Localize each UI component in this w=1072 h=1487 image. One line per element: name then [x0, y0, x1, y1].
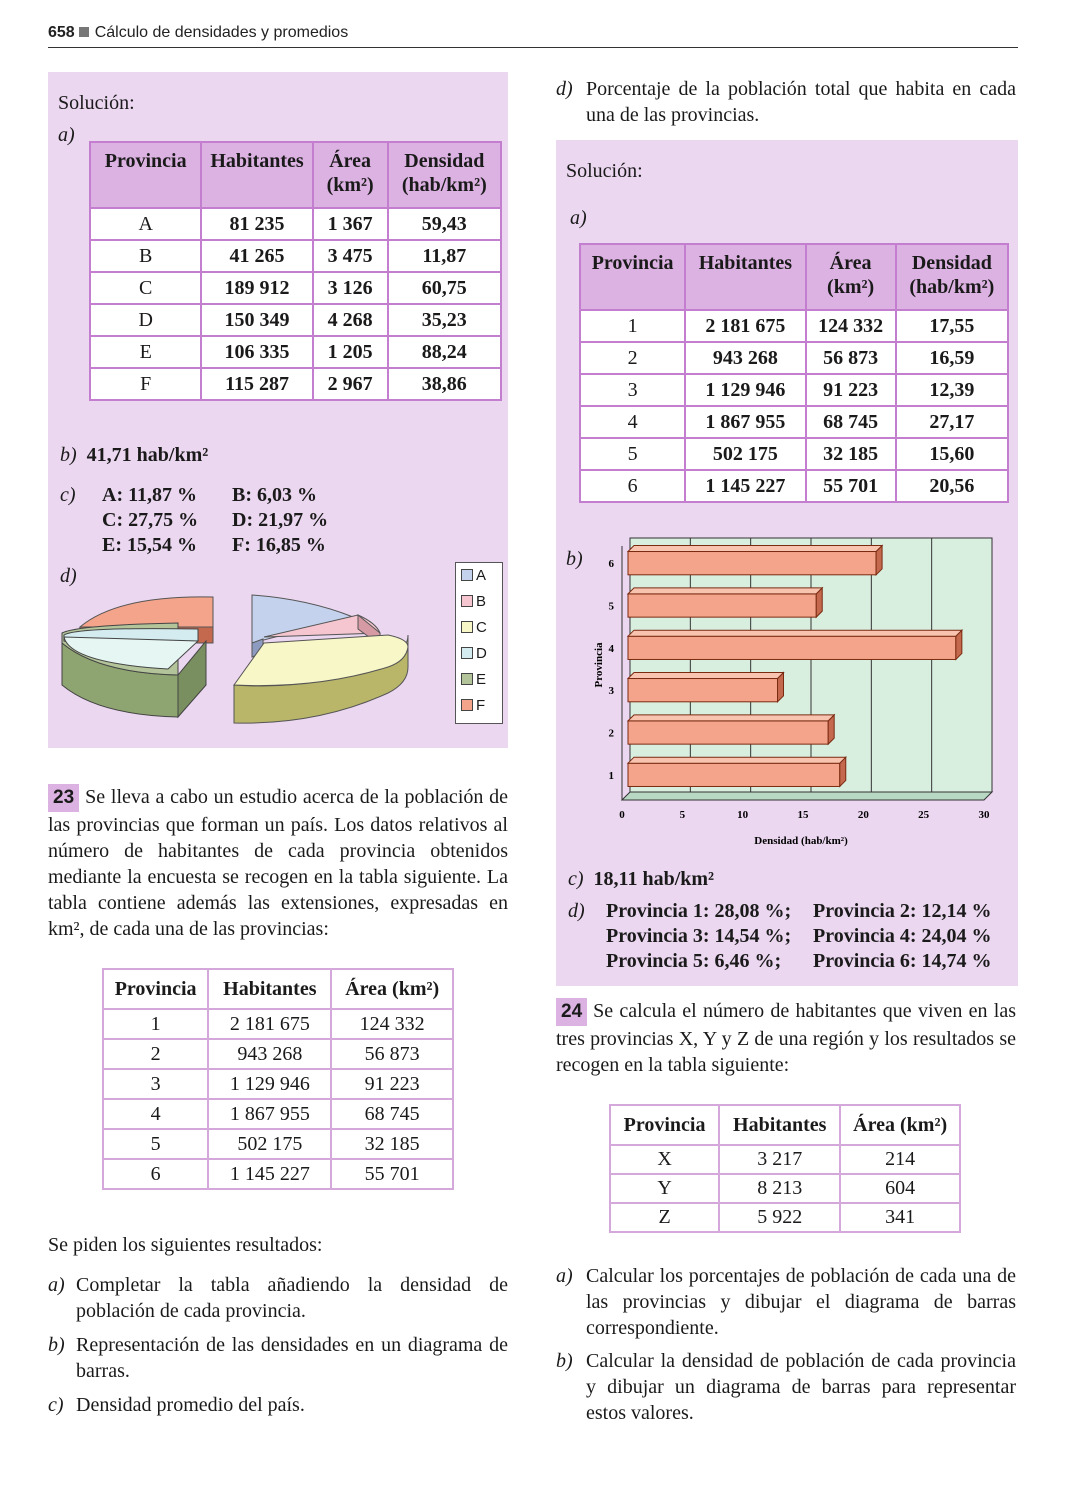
table-row: [580, 406, 1008, 438]
p23-th-habitantes: Habitantes: [208, 969, 331, 1009]
answer-d-1: Provincia 1: 28,08 %;: [606, 900, 792, 922]
answer-c-b: B: 6,03 %: [232, 484, 317, 506]
y-axis-label: Provincia: [593, 642, 605, 688]
x-tick-label: 20: [857, 809, 869, 821]
table-cell: 943 268: [685, 342, 805, 374]
table-cell: 3 217: [719, 1145, 840, 1174]
table-cell: 943 268: [208, 1039, 331, 1069]
problem-23-item-b: b) Representación de las densidades en un diagrama de barras.: [48, 1334, 508, 1382]
exploded-pie-chart: [58, 585, 418, 725]
problem-24-number: 24: [556, 998, 587, 1026]
left-answer-b: b) 41,71 hab/km²: [60, 444, 209, 466]
bar-top-6: [628, 546, 882, 552]
rt-th-provincia: Provincia: [580, 244, 685, 310]
table-cell: 106 335: [201, 336, 312, 368]
bar-3: [628, 679, 778, 702]
table-cell: 27,17: [896, 406, 1008, 438]
table-cell: 189 912: [201, 272, 312, 304]
table-cell: 32 185: [331, 1129, 453, 1159]
table-cell: 4: [580, 406, 685, 438]
th-area: Área (km²): [313, 142, 388, 208]
table-cell: 68 745: [331, 1099, 453, 1129]
table-row: [103, 1099, 453, 1129]
table-row: [90, 368, 501, 400]
left-density-table: [89, 141, 502, 401]
table-cell: 1 129 946: [685, 374, 805, 406]
table-cell: Y: [610, 1174, 719, 1203]
legend-item-f: F: [456, 693, 502, 719]
table-cell: 5: [580, 438, 685, 470]
th-provincia: Provincia: [90, 142, 201, 208]
table-cell: 1 367: [313, 208, 388, 240]
section-title: Cálculo de densidades y promedios: [94, 24, 349, 41]
problem-24-table: [609, 1104, 961, 1233]
table-row: [90, 240, 501, 272]
bar-6: [628, 552, 876, 575]
answer-c-e: E: 15,54 %: [102, 534, 197, 556]
table-row: [610, 1174, 960, 1203]
table-cell: 32 185: [806, 438, 896, 470]
right-density-table: [579, 243, 1009, 503]
table-cell: 150 349: [201, 304, 312, 336]
table-row: [580, 310, 1008, 342]
header-rule: [48, 47, 1018, 48]
table-cell: 88,24: [388, 336, 501, 368]
table-cell: 3 126: [313, 272, 388, 304]
y-tick-label: 2: [608, 727, 614, 740]
table-cell: 35,23: [388, 304, 501, 336]
table-cell: 1 867 955: [685, 406, 805, 438]
problem-23-table: [102, 968, 454, 1190]
table-row: [580, 374, 1008, 406]
table-row: [90, 272, 501, 304]
table-cell: 17,55: [896, 310, 1008, 342]
table-cell: 55 701: [331, 1159, 453, 1189]
table-cell: 1: [103, 1009, 208, 1039]
right-label-d: d): [568, 900, 585, 922]
table-cell: 6: [103, 1159, 208, 1189]
table-cell: 16,59: [896, 342, 1008, 374]
table-row: [580, 470, 1008, 502]
rt-th-densidad: Densidad (hab/km²): [896, 244, 1008, 310]
table-row: [90, 304, 501, 336]
table-cell: 1 129 946: [208, 1069, 331, 1099]
table-cell: Z: [610, 1203, 719, 1232]
problem-23-statement: [48, 784, 508, 942]
table-cell: 91 223: [806, 374, 896, 406]
table-cell: E: [90, 336, 201, 368]
x-tick-label: 0: [619, 809, 625, 821]
table-cell: 56 873: [806, 342, 896, 374]
table-row: [103, 1129, 453, 1159]
table-cell: 341: [840, 1203, 960, 1232]
answer-d-2: Provincia 2: 12,14 %: [813, 900, 992, 922]
left-label-a: a): [58, 124, 75, 146]
rt-th-habitantes: Habitantes: [685, 244, 805, 310]
y-tick-label: 3: [608, 685, 614, 698]
bar-5: [628, 594, 816, 617]
bar-top-2: [628, 715, 834, 721]
table-cell: 502 175: [685, 438, 805, 470]
table-cell: 56 873: [331, 1039, 453, 1069]
table-row: [90, 208, 501, 240]
p24-th-area: Área (km²): [840, 1105, 960, 1145]
x-tick-label: 30: [978, 809, 990, 821]
table-row: [103, 1069, 453, 1099]
legend-item-e: E: [456, 667, 502, 693]
legend-item-a: A: [456, 563, 502, 589]
table-cell: 59,43: [388, 208, 501, 240]
table-cell: 55 701: [806, 470, 896, 502]
table-row: [610, 1203, 960, 1232]
table-cell: F: [90, 368, 201, 400]
legend-item-b: B: [456, 589, 502, 615]
table-cell: 124 332: [806, 310, 896, 342]
table-cell: 2 967: [313, 368, 388, 400]
rt-th-area: Área (km²): [806, 244, 896, 310]
right-answer-c: c) 18,11 hab/km²: [568, 868, 715, 890]
answer-c-c: C: 27,75 %: [102, 509, 199, 531]
bar-top-5: [628, 588, 822, 594]
table-cell: 1: [580, 310, 685, 342]
table-cell: X: [610, 1145, 719, 1174]
bar-top-3: [628, 673, 784, 679]
p23-th-area: Área (km²): [331, 969, 453, 1009]
bar-2: [628, 721, 828, 744]
problem-23-text: Se lleva a cabo un estudio acerca de la población de las provincias que forman un país. Los datos relativos al número de habitantes de cada provincia obtenidos mediante la encuesta se recogen en la tabla siguiente. La tabla contiene además las extensiones, expresadas en km², de cada una de las provincias:: [48, 786, 508, 940]
answer-d-6: Provincia 6: 14,74 %: [813, 950, 992, 972]
density-bar-chart: [580, 530, 1016, 860]
pie-slice-f: [80, 597, 213, 627]
table-row: [580, 342, 1008, 374]
table-row: [90, 336, 501, 368]
problem-24-item-a: a) Calcular los porcentajes de población de cada una de las provincias y dibujar el diagrama de barras correspondiente.: [556, 1265, 1016, 1339]
table-cell: 2 181 675: [208, 1009, 331, 1039]
pie-legend: [455, 562, 503, 724]
table-cell: 8 213: [719, 1174, 840, 1203]
table-row: [580, 438, 1008, 470]
problem-24-item-b: b) Calcular la densidad de población de cada provincia y dibujar un diagrama de barras para representar estos valores.: [556, 1350, 1016, 1424]
table-cell: 12,39: [896, 374, 1008, 406]
table-row: [103, 1039, 453, 1069]
table-cell: 4 268: [313, 304, 388, 336]
answer-d-5: Provincia 5: 6,46 %;: [606, 950, 782, 972]
x-tick-label: 25: [918, 809, 930, 821]
table-cell: 1 205: [313, 336, 388, 368]
left-label-d: d): [60, 565, 77, 587]
answer-d-3: Provincia 3: 14,54 %;: [606, 925, 792, 947]
header-square-icon: [79, 27, 89, 37]
right-label-a: a): [570, 207, 587, 229]
y-tick-label: 1: [608, 769, 614, 782]
problem-23-item-d: d) Porcentaje de la población total que habita en cada una de las provincias.: [556, 78, 1016, 126]
table-cell: 604: [840, 1174, 960, 1203]
problem-23-intro: Se piden los siguientes resultados:: [48, 1234, 323, 1256]
table-cell: 1 867 955: [208, 1099, 331, 1129]
p24-th-habitantes: Habitantes: [719, 1105, 840, 1145]
y-tick-label: 5: [608, 600, 614, 613]
left-solution-title: Solución:: [58, 92, 135, 114]
page-header: [48, 24, 348, 42]
table-cell: 91 223: [331, 1069, 453, 1099]
legend-item-c: C: [456, 615, 502, 641]
answer-c-a: A: 11,87 %: [102, 484, 197, 506]
answer-c-d: D: 21,97 %: [232, 509, 329, 531]
table-cell: 81 235: [201, 208, 312, 240]
th-densidad: Densidad (hab/km²): [388, 142, 501, 208]
table-cell: 1 145 227: [208, 1159, 331, 1189]
table-cell: 115 287: [201, 368, 312, 400]
table-cell: 60,75: [388, 272, 501, 304]
table-row: [103, 1159, 453, 1189]
x-tick-label: 10: [737, 809, 749, 821]
answer-c-f: F: 16,85 %: [232, 534, 326, 556]
problem-24-text: Se calcula el número de habitantes que viven en las tres provincias X, Y y Z de una región y los resultados se recogen en la tabla siguiente:: [556, 1000, 1016, 1076]
table-cell: B: [90, 240, 201, 272]
p23-th-provincia: Provincia: [103, 969, 208, 1009]
x-tick-label: 5: [679, 809, 686, 821]
table-cell: 11,87: [388, 240, 501, 272]
table-row: [103, 1009, 453, 1039]
bar-1: [628, 763, 840, 786]
table-cell: 124 332: [331, 1009, 453, 1039]
left-label-c: c): [60, 484, 76, 506]
table-cell: 3 475: [313, 240, 388, 272]
table-cell: 1 145 227: [685, 470, 805, 502]
problem-24-statement: [556, 998, 1016, 1078]
x-axis-label: Densidad (hab/km²): [754, 835, 848, 847]
table-cell: 5: [103, 1129, 208, 1159]
table-cell: 3: [580, 374, 685, 406]
table-cell: 15,60: [896, 438, 1008, 470]
problem-23-item-a: a) Completar la tabla añadiendo la densidad de población de cada provincia.: [48, 1274, 508, 1322]
table-row: [610, 1145, 960, 1174]
x-tick-label: 15: [797, 809, 809, 821]
table-cell: 2 181 675: [685, 310, 805, 342]
table-cell: 68 745: [806, 406, 896, 438]
table-cell: 2: [580, 342, 685, 374]
table-cell: 5 922: [719, 1203, 840, 1232]
table-cell: 38,86: [388, 368, 501, 400]
right-solution-title: Solución:: [566, 160, 643, 182]
table-cell: 6: [580, 470, 685, 502]
p24-th-provincia: Provincia: [610, 1105, 719, 1145]
legend-item-d: D: [456, 641, 502, 667]
y-tick-label: 6: [608, 558, 614, 571]
bar-top-4: [628, 630, 962, 636]
bar-4: [628, 636, 956, 659]
table-cell: 2: [103, 1039, 208, 1069]
right-label-b: b): [566, 548, 583, 570]
problem-23-number: 23: [48, 784, 79, 812]
table-cell: A: [90, 208, 201, 240]
table-cell: 214: [840, 1145, 960, 1174]
problem-23-item-c: c) Densidad promedio del país.: [48, 1394, 305, 1416]
table-cell: 4: [103, 1099, 208, 1129]
y-tick-label: 4: [608, 642, 614, 655]
table-cell: 41 265: [201, 240, 312, 272]
plot-floor: [622, 792, 992, 800]
page-number: 658: [48, 24, 75, 41]
table-cell: D: [90, 304, 201, 336]
table-cell: 3: [103, 1069, 208, 1099]
th-habitantes: Habitantes: [201, 142, 312, 208]
bar-top-1: [628, 757, 846, 763]
table-cell: 20,56: [896, 470, 1008, 502]
table-cell: 502 175: [208, 1129, 331, 1159]
answer-d-4: Provincia 4: 24,04 %: [813, 925, 992, 947]
table-cell: C: [90, 272, 201, 304]
